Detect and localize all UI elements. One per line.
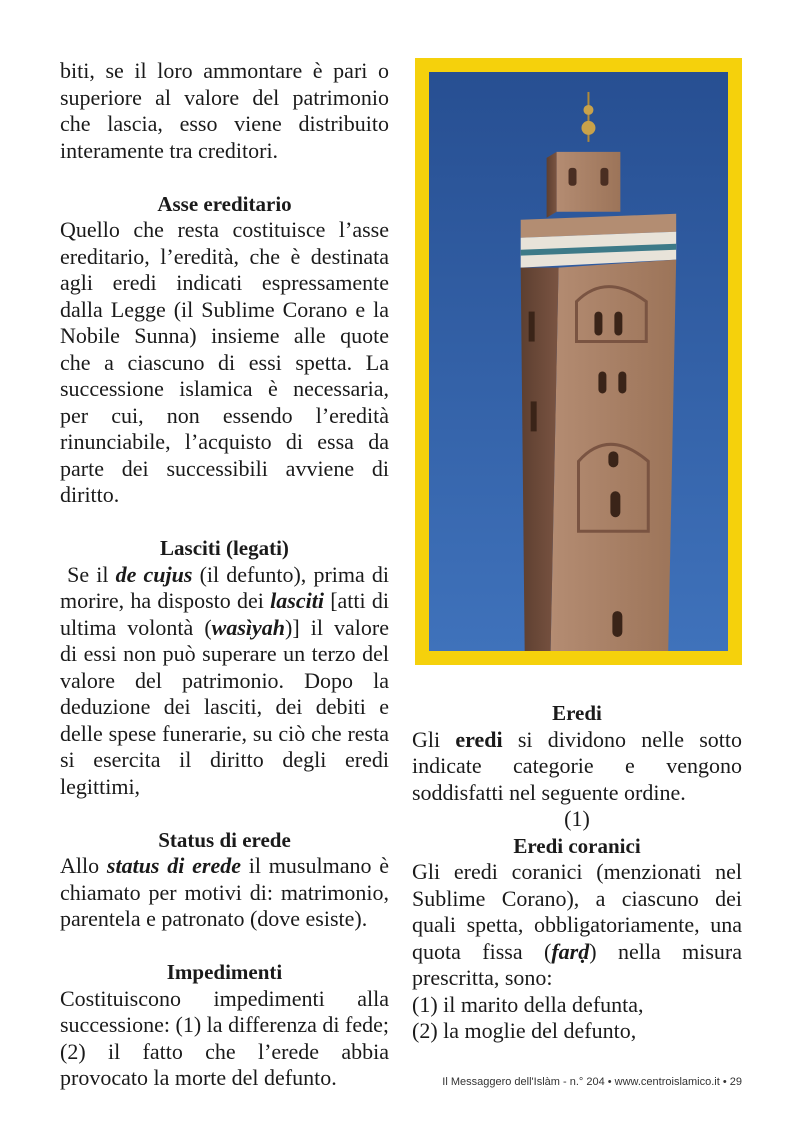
eredi-term: eredi (455, 726, 503, 752)
fard-term: farḍ (551, 938, 590, 964)
asse-ereditario-paragraph: Quello che resta costituisce l’asse ereditario, l’eredità, che è destinata agli eredi indicati espressamente dalla Legge (il Sublime Corano e la Nobile Sunna) insieme alle quote che a ciascuno di essi spetta. La successione islamica è necessaria, per cui, non essendo l’eredità rinunciabile, l’acquisto di essa da parte dei successibili avviene di diritto. (60, 217, 389, 507)
asse-ereditario-heading: Asse ereditario (157, 191, 292, 216)
eredi-coranici-paragraph: Gli eredi coranici (menzionati nel Sublime Corano), a ciascuno dei quali spetta, obbligatoriamente, una quota fissa (farḍ) nella misura prescritta, sono: (412, 859, 742, 990)
right-column (412, 700, 742, 1045)
eredi-paragraph: Gli eredi si dividono nelle sotto indicate categorie e vengono soddisfatti nel seguente ordine. (412, 726, 742, 805)
eredi-heading: Eredi (552, 701, 602, 725)
left-column (60, 58, 389, 1092)
status-heading: Status di erede (158, 827, 291, 852)
lasciti-heading: Lasciti (legati) (160, 536, 289, 560)
lasciti-paragraph: Se il de cujus (il defunto), prima di morire, ha disposto dei lasciti [atti di ultima volontà (wasìyah)] il valore di essi non può superare un terzo del valore del patrimonio. Dopo la deduzione dei lasciti, dei debiti e delle spese funerarie, su ciò che resta si esercita il diritto degli eredi legittimi, (60, 561, 390, 799)
de-cujus-term: de cujus (115, 561, 193, 587)
intro-paragraph: biti, se il loro ammontare è pari o superiore al valore del patrimonio che lascia, esso viene distribuito interamente tra creditori. (60, 58, 389, 163)
page-footer: Il Messaggero dell'Islàm - n.° 204 • www.centroislamico.it • 29 (442, 1076, 742, 1088)
list-item: (2) la moglie del defunto, (412, 1018, 637, 1043)
status-term: status di erede (106, 853, 242, 878)
wasiyah-term: wasìyah (211, 614, 286, 640)
minaret-photo-frame (415, 58, 742, 665)
minaret-photo (429, 72, 728, 651)
list-item: (1) il marito della defunta, (412, 991, 644, 1017)
eredi-coranici-heading: Eredi coranici (513, 833, 641, 858)
impedimenti-paragraph: Costituiscono impedimenti alla successione: (1) la differenza di fede; (2) il fatto che l’erede abbia provocato la morte del defunto. (60, 985, 389, 1090)
section-number: (1) (564, 806, 590, 831)
status-paragraph: Allo status di erede il musulmano è chiamato per motivi di: matrimonio, parentela e patronato (dove esiste). (60, 853, 390, 931)
lasciti-term: lasciti (270, 588, 324, 613)
impedimenti-heading: Impedimenti (166, 960, 283, 984)
